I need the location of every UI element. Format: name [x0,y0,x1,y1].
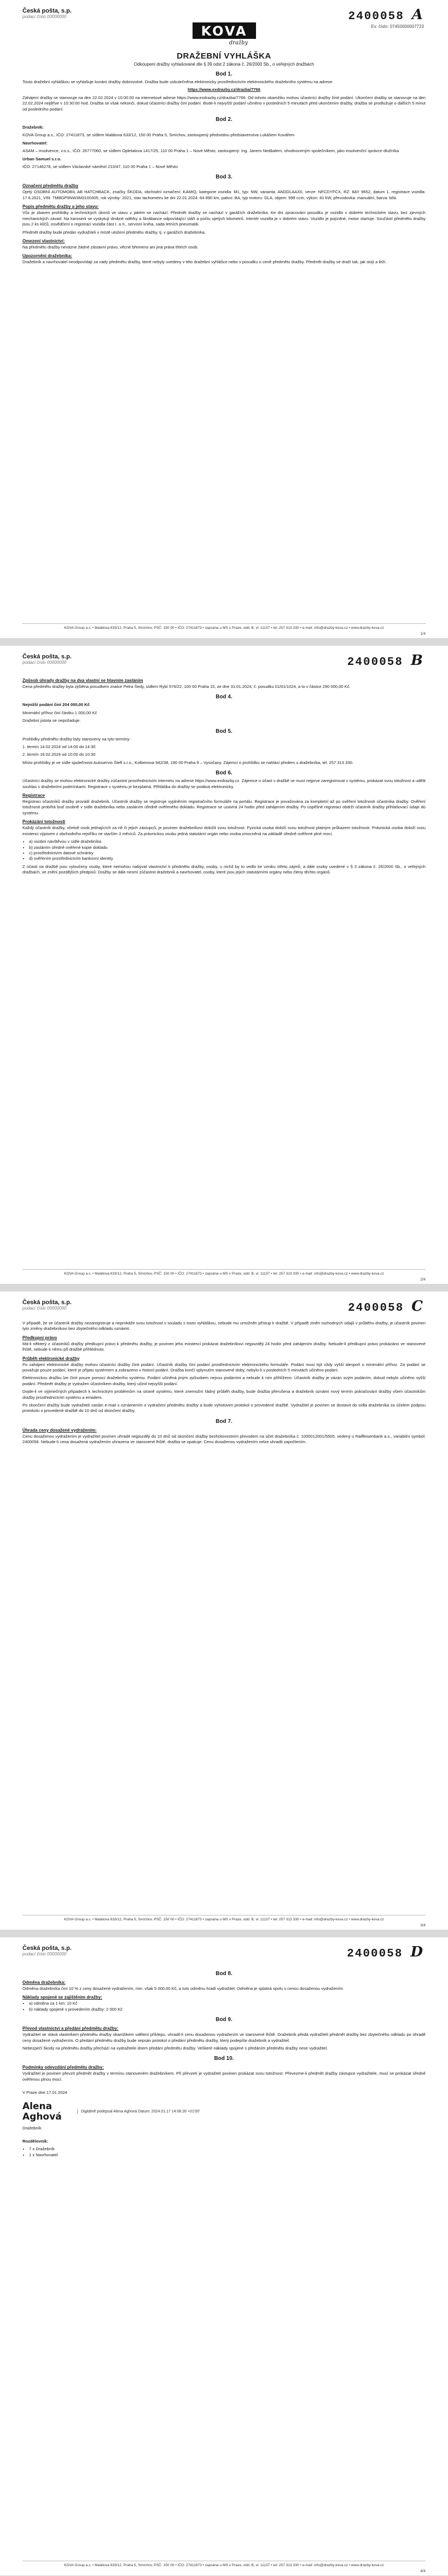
bod-10-heading: Bod 10. [214,2056,234,2062]
section-heading: Předkupní právo [22,1335,57,1340]
svg-text:dražby: dražby [229,40,248,45]
document-page-1 [0,0,448,638]
stamp-company: Česká pošta, s.p. [22,1299,72,1306]
section-heading: Způsob úhrady dražby na dva vlastní se hlavním zasláním [22,678,143,683]
paragraph: Má-li některý z účastníků dražby předkupní právo k předmětu dražby, je povinen jeho existenci prokázat dražebníkovi nejpozději 24 hodin před zahájením dražby. Nebude-li předkupní právo prokázáno ve stanovené lhůtě, nebude k němu při dražbě přihlédnuto. [22,1341,426,1352]
paragraph: V případě, že se účastník dražby nezaregistruje a neprokáže svou totožnost v souladu s touto vyhláškou, nebude mu umožněn přístup k dražbě. V případě změn rozhodných údajů v průběhu dražby, je účastník povinen tyto změny dražebníkovi bez zbytečného odkladu oznámit. [22,1321,426,1332]
section-heading: Průběh elektronické dražby [22,1356,80,1361]
paragraph: Vydražitel se stává vlastníkem předmětu dražby okamžikem udělení příklepu, uhradil-li cenu dosaženou vydražením ve stanovené lhůtě. Dražebník předá vydražiteli předmět dražby bez zbytečného odkladu po úhradě ceny dosažené vydražením. O předání předmětu dražby bude sepsán protokol o předání předmětu dražby, který podepíše dražebník a vydražitel. [22,2032,426,2043]
evidence-number: Ev. číslo: 07450000007723 [371,24,424,29]
lowest-bid: Nejnižší podání činí 204 000,00 Kč [22,702,90,708]
place-date: V Praze dne 17.01.2024 [22,2090,67,2095]
section-heading: Převod vlastnictví a předání předmětu dražby: [22,2026,119,2031]
bod-5-heading: Bod 5. [216,728,232,734]
paragraph: Místo prohlídky je ve sídle společnosti Autoservis Štefl s.r.o., Kolbenova 942/38, 190 00 Praha 9 – Vysočany. Zájemci o prohlídku se nahlásí předem u dražebníka, tel. 257 313 330. [22,760,353,765]
bod-4-heading: Bod 4. [216,694,232,701]
page-footer: KOVA Group a.s. • Malátova 633/12, Praha 5, Smíchov, PSČ: 150 00 • IČO: 27411873 • zapsána u MS v Praze, odd. B, vl. 11137 • tel: 257 313 330 • e-mail: info@drazby-kova.cz • www.drazby-kova.cz [22,2561,426,2568]
paragraph: Nebezpečí škody na předmětu dražby přechází na vydražitele dnem předání předmětu dražby. Veškeré náklady spojené s předáním předmětu dražby nese vydražitel. [22,2046,328,2051]
paragraph: Po zahájení elektronické dražby mohou účastníci dražby činit podání. Účastník dražby činí podání prostřednictvím elektronického formuláře. Podání musí být vždy vyšší alespoň o minimální příhoz. Za podání se považuje pouze podání, které je přijato systémem a zobrazeno v historii podání. Dražba končí uplynutím stanovené doby, nebylo-li v posledních 5 minutách učiněno podání. [22,1362,426,1373]
paragraph: Vůz je zbaven prohlídky a technických úkonů ve stavu v jakém se nachází. Předmět dražby se nachází v garážích dražebníka. Ke dni zpracování posudku je vozidlo v dobrém technickém stavu, bez zjevných mechanických závad. Na karoserii se vyskytují drobné oděrky a škrábance odpovídající stáří a počtu ujetých kilometrů. Interiér vozidla je v dobrém stavu. Vozidlo je pojízdné, motor startuje. Součástí předmětu dražby jsou 2 ks klíčů, osvědčení o registraci vozidla část I. a II., servisní kniha, sada letních pneumatik. [22,210,426,227]
stamp-subtext: podací číslo 00000000 [22,1952,67,1956]
page-footer: KOVA Group a.s. • Malátova 633/12, Praha 5, Smíchov, PSČ: 150 00 • IČO: 27411873 • zapsána u MS v Praze, odd. B, vl. 11137 • tel: 257 313 330 • e-mail: info@drazby-kova.cz • www.drazby-kova.cz [22,1269,426,1276]
paragraph: Účastníci dražby se mohou elektronické dražby zúčastnit prostřednictvím internetu na adrese https://www.exdrazby.cz. Zájemce o účast v dražbě se musí nejprve zaregistrovat v systému, prokázat svou totožnost a udělit souhlas s dražebními podmínkami. Registrace v systému je bezplatná. Přihláška do dražby se podává elektronicky. [22,778,426,789]
list-item: • a) odměna za 1 km: 10 Kč [29,2001,426,2006]
list-item: • b) náklady spojené s provedením dražby: 2 000 Kč [29,2007,426,2012]
stamp-subtext: podací číslo 00000000 [22,14,67,19]
paragraph: Registraci účastníků dražby provádí dražebník. Účastník dražby se registruje vyplněním registračního formuláře na portálu. Registrace je považována za kompletní až po ověření totožnosti účastníka dražby. Ověření totožnosti probíhá buď osobně v sídle dražebníka nebo zasláním úředně ověřeného dokladu. Registrace se uzavírá 24 hodin před zahájením dražby. Po úspěšné registraci obdrží účastník dražby přihlašovací údaje do systému. [22,799,426,815]
page-mark: A [411,7,424,23]
section-heading: Registrace [22,793,45,798]
section-heading: Omezení vlastnictví: [22,238,65,244]
bod-8-heading: Bod 8. [216,1971,232,1977]
page-mark: C [411,1298,424,1315]
paragraph: Prohlídky předmětu dražby byly stanoveny na tyto termíny: [22,736,131,742]
paragraph: Elektronickou dražbu lze činit pouze pomocí dražebního systému. Podání učiněná jiným způsobem nejsou podáními a nebude k nim přihlíženo. Účastník dražby je vázán svým podáním, dokud nebylo učiněno vyšší podání. Předmět dražby je vydražen účastníkem dražby, který učinil nejvyšší podání. [22,1375,426,1386]
list-item: • c) prostřednictvím datové schránky [29,850,426,856]
list-item: • 7 x Dražebník [29,2146,426,2152]
document-title: DRAŽEBNÍ VYHLÁŠKA [177,51,271,61]
distribution-label: Rozdělovník: [22,2139,49,2144]
stamp-subtext: podací číslo 00000000 [22,660,67,665]
bod-2-heading: Bod 2. [216,117,232,123]
paragraph: Cena předmětu dražby byla zjištěna posudkem znalce Petra Šedy, sídlem Rybí 576/22, 100 00 Praha 10, ze dne 31.01.2024, č. posudku 01/01/1024, a to v částce 290 000,00 Kč. [22,684,351,689]
paragraph: Z účasti na dražbě jsou vyloučeny osoby, které nemohou nabývat vlastnictví k předmětu dražby, osoby, u nichž by to vedlo ke vzniku střetu zájmů, a dále osoby uvedené v § 3 zákona č. 26/2000 Sb., o veřejných dražbách, ve znění pozdějších předpisů. Dražby se dále nesmí zúčastnit dražebník a navrhovatel, osoby, které jsou jejich statutárními orgány nebo členy těchto orgánů. [22,864,426,875]
paragraph: Cenu dosaženou vydražením je vydražitel povinen uhradit nejpozději do 10 dnů od skončení dražby bezhotovostním převodem na účet dražebníka č. 1000012001/5500, vedený u Raiffeisenbank a.s., variabilní symbol: 2400058. Nebude-li cena dosažená vydražením uhrazena ve stanovené lhůtě, dražba se opakuje. Cenu dosaženou vydražením nelze uhradit započtením. [22,1433,426,1445]
stamp-company: Česká pošta, s.p. [22,653,72,660]
list-item: • 1 x Navrhovatel [29,2152,426,2158]
document-number: 2400058 B [347,652,424,669]
paragraph: Na předmětu dražby nevázne žádné zástavní právo, věcné břemeno ani jiná práva třetích osob. [22,244,199,250]
stamp-company: Česká pošta, s.p. [22,8,72,14]
section-heading: Prokázání totožnosti [22,819,66,825]
paragraph: Každý účastník dražby, včetně osob jednajících za ně či jejich zástupců, je povinen dražebníkovi doložit svou totožnost. Fyzická osoba doloží svou totožnost platným průkazem totožnosti. Právnická osoba doloží svou existenci výpisem z obchodního rejstříku ne starším 3 měsíců. Za právnickou osobu jedná statutární orgán nebo osoba zmocněná na základě úředně ověřené plné moci. [22,825,426,836]
svg-text:KOVA: KOVA [201,24,247,39]
deposit-note: Dražební jistota se nepožaduje. [22,718,81,723]
section-heading: Odměna dražebníka: [22,1980,66,1985]
dluznik-text: IČO: 27146278, se sídlem Václavské náměstí 210/47, 110 00 Praha 1 – Nové Město [22,164,178,170]
document-subtitle: Odkoupení dražby vyhlašované dle § 39 odst 2 zákona č. 26/2000 Sb., o veřejných dražbách [133,62,315,67]
drazebnik-text: KOVA Group a.s., IČO: 27411873, se sídlem Malátova 633/12, 150 00 Praha 5, Smíchov, zastoupený předsedou představenstva Lukášem Kovářem [22,132,295,138]
navrhovatel-label: Navrhovatel: [22,140,48,146]
kova-logo [22,21,426,48]
paragraph: Po skončení dražby bude vydražiteli zaslán e-mail s oznámením o vydražení předmětu dražby a bude vyhotoven protokol o provedené dražbě. Vydražitel je povinen se dostavit do sídla dražebníka za účelem podpisu protokolu o provedené dražbě do 10 dnů od skončení dražby. [22,1403,426,1414]
document-number: 2400058 C [348,1298,424,1315]
signer-name: Alena Aghová [22,2100,62,2122]
minimum-increment: Minimální příhoz činí částku 1 000,00 Kč [22,710,97,715]
drazebnik-label: Dražebník: [22,125,44,130]
page-mark: D [410,1944,424,1960]
document-page-2 [0,646,448,1284]
distribution-list [29,2146,426,2158]
paragraph: Dojde-li ve výjimečných případech k technickým problémům na straně systému, které znemožní řádný průběh dražby, bude dražba přerušena a dražebník oznámí nový termín pokračování dražby všem účastníkům dražby prostřednictvím systému a emailem. [22,1389,426,1400]
page-number: 2/4 [420,1278,426,1282]
bod-7-heading: Bod 7. [216,1418,232,1425]
vehicle-description: Ojetý OSOBNÍ AUTOMOBIL AB HATCHBACK, značky ŠKODA, obchodní označení: KAMIQ, kategorie vozidla: M1, typ: NW, varianta: ANDDLAAX0, verze: NFCDYFCX, RZ: 8AY 9652, datum 1. registrace vozidla: 17.6.2021, VIN: TMBGP9NW3M3100305, rok výroby: 2021, stav tachometru ke dni 22.01.2024: 64 890 km, palivo: BA, typ motoru: DLA, objem: 999 ccm, výkon: 81 kW, převodovka: manuální, barva: bílá. [22,189,426,200]
page-mark: B [411,652,424,669]
document-page-4 [0,1937,448,2575]
bod-1-heading: Bod 1. [216,71,232,77]
stamp-company: Česká pošta, s.p. [22,1945,72,1952]
paragraph: Předmět dražby bude předán vydražiteli v místě uložení předmětu dražby, tj. v garážích dražebníka. [22,229,206,235]
viewing-term-1: 1. termín 14.02.2024 od 14:00 do 14:30 [22,744,96,750]
signature-details: Digitálně podepsal Alena Aghová Datum: 2024.01.17 14:06:26 +01'00' [77,2109,200,2114]
list-item: • d) ověřením prostřednictvím bankovní identity [29,856,426,861]
document-page-3 [0,1292,448,1930]
section-heading: Úhrada ceny dosažené vydražením: [22,1427,97,1433]
dluznik-label: Urban Samuel s.r.o. [22,156,61,161]
page-number: 1/4 [420,632,426,636]
bod-1-text: Zahájení dražby se stanovuje na den 22.02.2024 v 10:00:00 na internetové adrese https://www.exdrazby.cz/drazba/7766. Od tohoto okamžiku mohou účastníci dražby činit podání. Ukončení dražby se stanovuje na den 22.02.2024 nejdříve v 10:30:00 hod. Dražba se však nekončí, dokud účastníci dražby činí podání. Bude-li nejvyšší podání učiněno v posledních 5 minutách před ukončením dražby, dražba se prodlužuje o dalších 5 minut od posledního podání. [22,95,426,112]
digital-signature [22,2102,426,2122]
paragraph: Vydražitel je povinen převzít předmět dražby v termínu stanoveném dražebníkem. Při převzetí je vydražitel povinen prokázat svou totožnost. Převezme-li předmět dražby zástupce vydražitele, musí se prokázat úředně ověřenou plnou mocí. [22,2071,426,2082]
section-heading: Upozornění dražebníka: [22,253,72,259]
page-footer: KOVA Group a.s. • Malátova 633/12, Praha 5, Smíchov, PSČ: 150 00 • IČO: 27411873 • zapsána u MS v Praze, odd. B, vl. 11137 • tel: 257 313 330 • e-mail: info@drazby-kova.cz • www.drazby-kova.cz [22,623,426,630]
bod-1-intro: Touto dražební vyhláškou se vyhlašuje konání dražby dobrovolné. Dražba bude uskutečněna elektronicky prostřednictvím elektronického dražebního systému na adrese: [22,79,334,84]
page-number: 4/4 [420,2569,426,2573]
stamp-subtext: podací číslo 00000000 [22,1306,67,1311]
document-number: 2400058 A [348,7,424,23]
bod-6-heading: Bod 6. [216,770,232,777]
bod-9-heading: Bod 9. [216,2017,232,2023]
paragraph: Dražebník a navrhovatel neodpovídají za vady předmětu dražby, které nebyly uvedeny v této dražební vyhlášce nebo v posudku o ceně předmětu dražby. Předmět dražby se draží tak, jak stojí a leží. [22,259,387,265]
section-heading: Popis předmětu dražby a jeho stavu: [22,204,99,210]
list-item: • a) osobní návštěvou v sídle dražebníka [29,839,426,844]
bod-3-heading: Bod 3. [216,174,232,181]
page-footer: KOVA Group a.s. • Malátova 633/12, Praha 5, Smíchov, PSČ: 150 00 • IČO: 27411873 • zapsána u MS v Praze, odd. B, vl. 11137 • tel: 257 313 330 • e-mail: info@drazby-kova.cz • www.drazby-kova.cz [22,1915,426,1922]
signer-role: Dražebník [22,2125,42,2131]
auction-url-link[interactable]: https://www.exdrazby.cz/drazba/7766 [188,87,260,92]
section-heading: Podmínky odevzdání předmětu dražby: [22,2065,104,2070]
viewing-term-2: 2. termín 16.02.2024 od 10:00 do 10:30 [22,752,96,757]
paragraph: Odměna dražebníka činí 10 % z ceny dosažené vydražením, min. však 5 000,00 Kč, a tuto odměnu hradí vydražitel. Odměna je splatná spolu s cenou dosaženou vydražením. [22,1986,344,1991]
document-number: 2400058 D [347,1944,424,1960]
navrhovatel-text: ASAM – insolvence, v.o.s., IČO: 26777060, se sídlem Opletalova 1417/25, 110 00 Praha 1 – Nové Město, zastoupený: Ing. Janem Nedbalem, ohodnoceným společníkem, jako insolvenční správce dlužníka [22,148,399,154]
costs-list [29,2001,426,2012]
list-item: • b) zasláním úředně ověřené kopie dokladu [29,845,426,850]
section-heading: Označení předmětu dražby [22,183,79,189]
page-number: 3/4 [420,1924,426,1927]
identity-list [29,839,426,862]
section-heading: Náklady spojené se zajištěním dražby: [22,1995,102,2000]
